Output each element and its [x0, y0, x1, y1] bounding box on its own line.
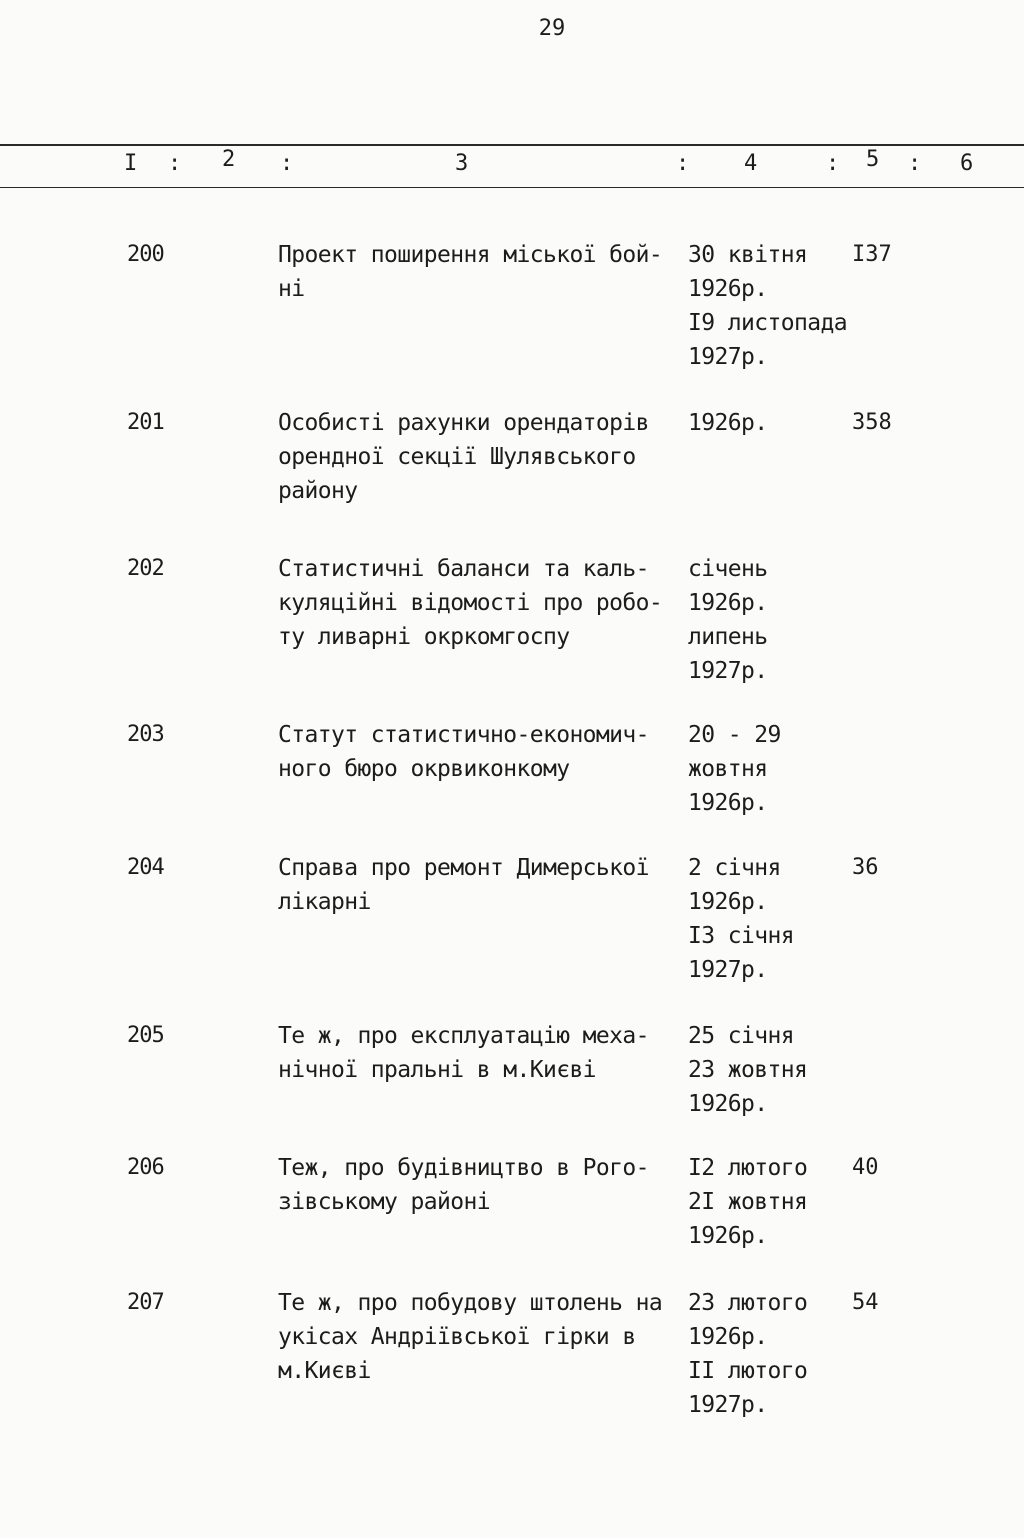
entry-number: 204 — [127, 855, 164, 880]
date-line: 1927р. — [688, 344, 768, 370]
date-line: 1926р. — [688, 410, 768, 436]
column-header-1: I — [124, 151, 138, 176]
entry-number: 206 — [127, 1155, 164, 1180]
entry-title — [278, 1151, 688, 1219]
date-line: січень — [688, 556, 768, 582]
date-line: II лютого — [688, 1358, 808, 1384]
date-line: 1926р. — [688, 790, 768, 816]
entry-sheets: 40 — [852, 1155, 879, 1180]
entry-title — [278, 238, 688, 306]
column-header-3: 3 — [455, 151, 469, 176]
title-line: Те ж, про побудову штолень на — [278, 1290, 663, 1316]
date-line: жовтня — [688, 756, 768, 782]
entry-sheets: 36 — [852, 855, 879, 880]
date-line: 1927р. — [688, 1392, 768, 1418]
date-line: 20 - 29 — [688, 722, 781, 748]
title-line: ного бюро окрвиконкому — [278, 756, 570, 782]
entry-dates — [688, 1019, 888, 1121]
entry-title — [278, 718, 688, 786]
entry-title — [278, 851, 688, 919]
page-number: 29 — [538, 16, 566, 41]
entry-sheets: I37 — [852, 242, 892, 267]
date-line: 1926р. — [688, 889, 768, 915]
title-line: м.Києві — [278, 1358, 371, 1384]
title-line: лікарні — [278, 889, 371, 915]
entry-number: 201 — [127, 410, 164, 435]
date-line: 23 лютого — [688, 1290, 808, 1316]
date-line: 25 січня — [688, 1023, 794, 1049]
date-line: I2 лютого — [688, 1155, 808, 1181]
title-line: укісах Андріївської гірки в — [278, 1324, 636, 1350]
column-header-5: 5 — [866, 147, 880, 172]
entry-dates — [688, 718, 888, 820]
entry-title — [278, 406, 688, 508]
column-header-4: 4 — [744, 151, 758, 176]
title-line: Теж, про будівництво в Рого- — [278, 1155, 649, 1181]
title-line: Те ж, про експлуатацію меха- — [278, 1023, 649, 1049]
column-separator: : — [826, 151, 840, 176]
title-line: Особисті рахунки орендаторів — [278, 410, 649, 436]
title-line: ту ливарні окркомгоспу — [278, 624, 570, 650]
column-separator: : — [280, 151, 294, 176]
entry-title — [278, 1286, 688, 1388]
title-line: ні — [278, 276, 305, 302]
entry-number: 205 — [127, 1023, 164, 1048]
entry-title — [278, 552, 688, 654]
title-line: Проект поширення міської бой- — [278, 242, 663, 268]
date-line: 1926р. — [688, 1324, 768, 1350]
date-line: 30 квітня — [688, 242, 808, 268]
date-line: 1926р. — [688, 590, 768, 616]
date-line: 1926р. — [688, 276, 768, 302]
title-line: нічної пральні в м.Києві — [278, 1057, 596, 1083]
entry-number: 202 — [127, 556, 164, 581]
title-line: району — [278, 478, 358, 504]
entry-number: 200 — [127, 242, 164, 267]
date-line: 1926р. — [688, 1223, 768, 1249]
entry-number: 203 — [127, 722, 164, 747]
date-line: 2 січня — [688, 855, 781, 881]
entry-sheets: 358 — [852, 410, 892, 435]
entry-title — [278, 1019, 688, 1087]
title-line: куляційні відомості про робо- — [278, 590, 663, 616]
column-header-6: 6 — [960, 151, 974, 176]
date-line: липень — [688, 624, 768, 650]
date-line: I3 січня — [688, 923, 794, 949]
date-line: 1926р. — [688, 1091, 768, 1117]
entry-number: 207 — [127, 1290, 164, 1315]
title-line: Статистичні баланси та каль- — [278, 556, 649, 582]
title-line: Статут статистично-економич- — [278, 722, 649, 748]
entry-dates — [688, 552, 888, 688]
title-line: зівському районі — [278, 1189, 490, 1215]
date-line: I9 листопада — [688, 310, 847, 336]
date-line: 1927р. — [688, 658, 768, 684]
title-line: Справа про ремонт Димерської — [278, 855, 649, 881]
title-line: орендної секції Шулявського — [278, 444, 636, 470]
column-header-2: 2 — [222, 147, 236, 172]
date-line: 1927р. — [688, 957, 768, 983]
column-separator: : — [676, 151, 690, 176]
column-separator: : — [908, 151, 922, 176]
entry-sheets: 54 — [852, 1290, 879, 1315]
date-line: 23 жовтня — [688, 1057, 808, 1083]
column-separator: : — [168, 151, 182, 176]
date-line: 2I жовтня — [688, 1189, 808, 1215]
header-rule-bottom — [0, 187, 1024, 188]
